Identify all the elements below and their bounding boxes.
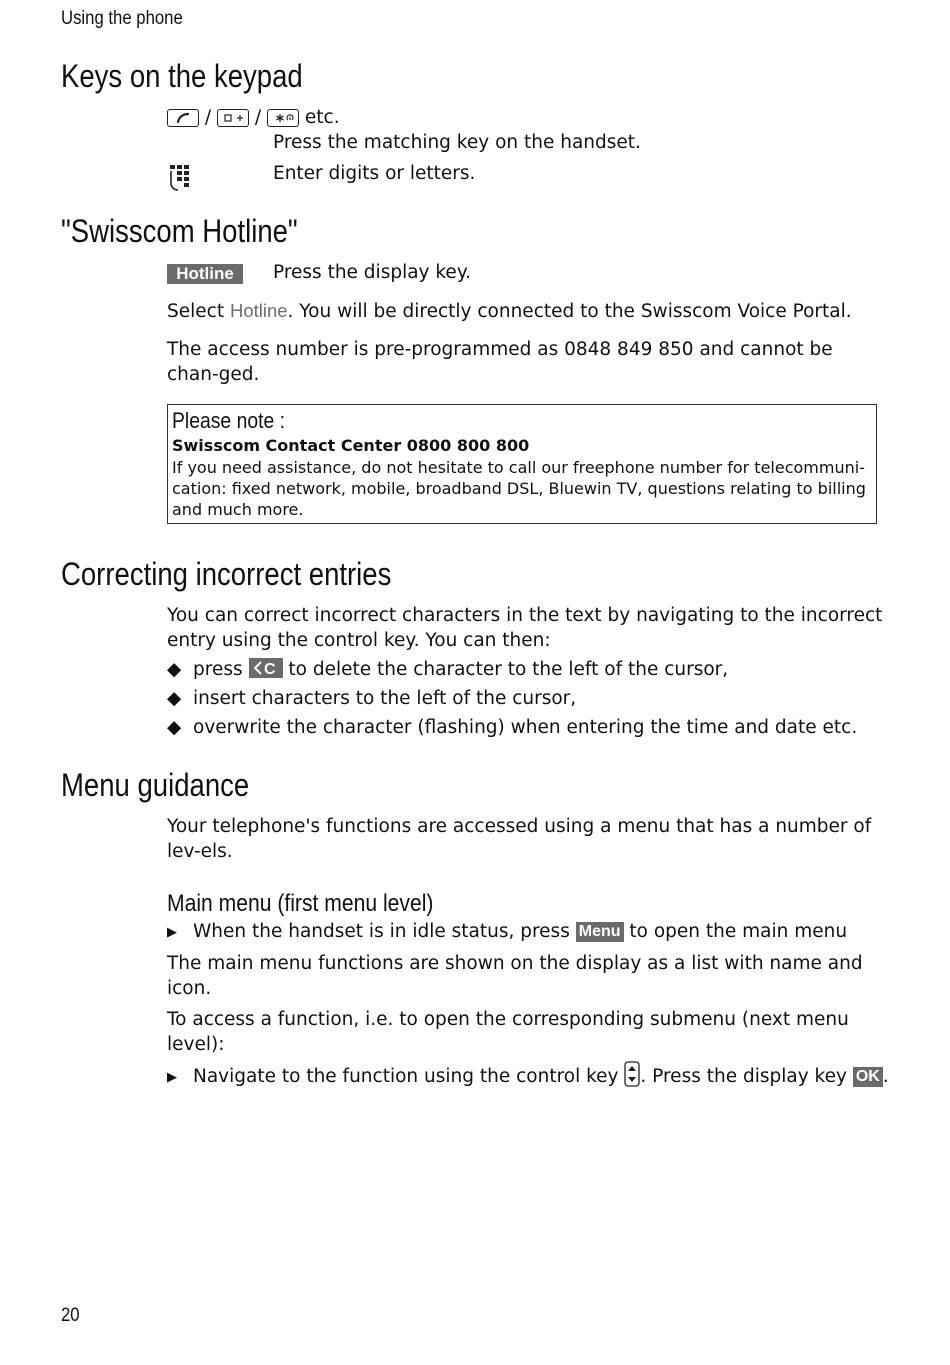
key-separator: / bbox=[254, 107, 262, 128]
note-box bbox=[167, 404, 877, 524]
hotline-menu-word: Hotline bbox=[229, 300, 288, 321]
menu-display-key: Menu bbox=[576, 922, 624, 942]
svg-text:C: C bbox=[263, 661, 276, 678]
keypad-icon bbox=[167, 163, 197, 197]
press-key-description: Press the matching key on the handset. bbox=[273, 132, 641, 153]
running-header: Using the phone bbox=[61, 8, 183, 29]
diamond-bullet-icon: ◆ bbox=[167, 659, 182, 680]
hotline-key-description: Press the display key. bbox=[273, 262, 472, 283]
section-title-correcting: Correcting incorrect entries bbox=[61, 556, 392, 592]
section-title-hotline: "Swisscom Hotline" bbox=[61, 213, 298, 249]
correcting-intro: You can correct incorrect characters in the text by navigating to the incorrect entry using the control key. You can then: bbox=[167, 605, 883, 651]
note-subtitle: Swisscom Contact Center 0800 800 800 bbox=[172, 436, 530, 455]
diamond-bullet-icon: ◆ bbox=[167, 717, 182, 738]
subsection-title-main-menu: Main menu (first menu level) bbox=[167, 890, 434, 917]
menu-list-paragraph: The main menu functions are shown on the display as a list with name and icon. bbox=[167, 953, 863, 999]
star-key-icon bbox=[267, 109, 299, 127]
step-item: ▶ Navigate to the function using the control key . Press the display key OK . bbox=[167, 1061, 889, 1094]
note-title: Please note : bbox=[172, 408, 286, 433]
section-title-keypad: Keys on the keypad bbox=[61, 58, 303, 94]
hotline-select-paragraph: Select Hotline. You will be directly connected to the Swisscom Voice Portal. bbox=[167, 300, 852, 322]
list-item: ◆ overwrite the character (flashing) when entering the time and date etc. bbox=[167, 717, 858, 738]
list-item: ◆ insert characters to the left of the cursor, bbox=[167, 688, 577, 709]
enter-digits-description: Enter digits or letters. bbox=[273, 163, 476, 184]
etc-label: etc. bbox=[304, 107, 340, 128]
access-number-paragraph: The access number is pre-programmed as 0848 849 850 and cannot be chan-ged. bbox=[167, 339, 833, 385]
control-key-icon bbox=[624, 1061, 640, 1094]
triangle-bullet-icon: ▶ bbox=[167, 925, 177, 940]
page-number: 20 bbox=[61, 1305, 80, 1326]
zero-key-icon bbox=[217, 109, 249, 127]
ok-display-key: OK bbox=[853, 1067, 883, 1087]
section-title-menu: Menu guidance bbox=[61, 767, 250, 803]
keypad-key-row bbox=[167, 106, 340, 130]
diamond-bullet-icon: ◆ bbox=[167, 688, 182, 709]
triangle-bullet-icon: ▶ bbox=[167, 1070, 177, 1085]
delete-key-icon bbox=[249, 658, 283, 685]
step-item: ▶ When the handset is in idle status, press Menu to open the main menu bbox=[167, 920, 847, 945]
hotline-key-row bbox=[167, 262, 243, 286]
menu-access-paragraph: To access a function, i.e. to open the corresponding submenu (next menu level): bbox=[167, 1009, 849, 1055]
list-item: ◆ press C to delete the character to the left of the cursor, bbox=[167, 658, 728, 685]
key-separator: / bbox=[204, 107, 212, 128]
talk-key-icon bbox=[167, 109, 199, 127]
menu-intro: Your telephone's functions are accessed using a menu that has a number of lev-els. bbox=[167, 816, 872, 862]
hotline-display-key: Hotline bbox=[167, 264, 243, 284]
note-body: If you need assistance, do not hesitate to call our freephone number for telecommuni-cation: fixed network, mobile, broadband DSL, Bluewin TV, questions relating to billing and much more. bbox=[172, 458, 866, 519]
